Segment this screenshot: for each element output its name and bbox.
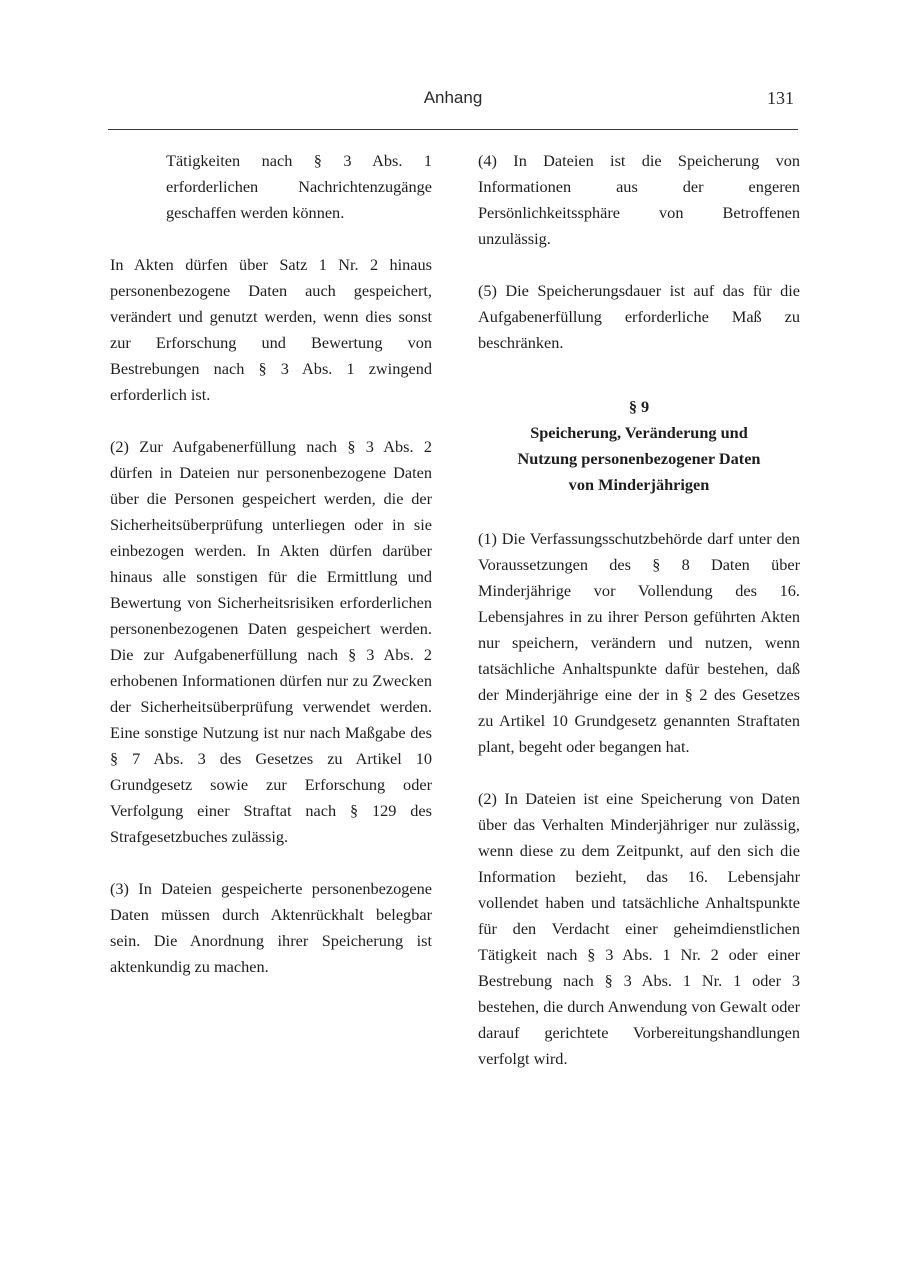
paragraph: (4) In Dateien ist die Speicherung von Informationen aus der engeren Persönlichkeitssphäre von Betroffenen unzulässig. <box>478 151 800 248</box>
section-title-line: Nutzung personenbezogener Daten <box>517 449 761 468</box>
section-number: § 9 <box>628 397 650 416</box>
paragraph: (3) In Dateien gespeicherte personenbezogene Daten müssen durch Aktenrückhalt belegbar sein. Die Anordnung ihrer Speicherung ist aktenkundig zu machen. <box>110 879 432 976</box>
section-heading <box>478 394 800 498</box>
paragraph: (2) Zur Aufgabenerfüllung nach § 3 Abs. 2 dürfen in Dateien nur personenbezogene Daten über die Personen gespeichert werden, die der Sicherheitsüberprüfung unterliegen oder in sie einbezogen werden. In Akten dürfen darüber hinaus alle sonstigen für die Ermittlung und Bewertung von Sicherheitsrisiken erforderlichen personenbezogenen Daten gespeichert werden. Die zur Aufgabenerfüllung nach § 3 Abs. 2 erhobenen Informationen dürfen nur zu Zwecken der Sicherheitsüberprüfung verwendet werden. Eine sonstige Nutzung ist nur nach Maßgabe des § 7 Abs. 3 des Gesetzes zu Artikel 10 Grundgesetz sowie zur Erforschung oder Verfolgung einer Straftat nach § 129 des Strafgesetzbuches zulässig. <box>110 437 432 846</box>
section-title-line: Speicherung, Veränderung und <box>530 423 748 442</box>
header-rule <box>108 129 798 130</box>
paragraph: (2) In Dateien ist eine Speicherung von Daten über das Verhalten Minderjähriger nur zulässig, wenn diese zu dem Zeitpunkt, auf den sich die Information bezieht, das 16. Lebensjahr vollendet haben und tatsächliche Anhaltspunkte für den Verdacht einer geheimdienstlichen Tätigkeit nach § 3 Abs. 1 Nr. 2 oder einer Bestrebung nach § 3 Abs. 1 Nr. 1 oder 3 bestehen, die durch Anwendung von Gewalt oder darauf gerichtete Vorbereitungshandlungen verfolgt wird. <box>478 789 800 1068</box>
left-column <box>110 148 432 1006</box>
page-header <box>108 88 798 118</box>
paragraph: (1) Die Verfassungsschutzbehörde darf unter den Voraussetzungen des § 8 Daten über Minderjährige vor Vollendung des 16. Lebensjahres in zu ihrer Person geführten Akten nur speichern, verändern und nutzen, wenn tatsächliche Anhaltspunkte dafür bestehen, daß der Minderjährige eine der in § 2 des Gesetzes zu Artikel 10 Grundgesetz genannten Straftaten plant, begeht oder begangen hat. <box>478 529 800 756</box>
paragraph: Tätigkeiten nach § 3 Abs. 1 erforderlichen Nachrichtenzugänge geschaffen werden können. <box>166 151 432 222</box>
running-head: Anhang <box>423 88 483 107</box>
right-column <box>478 148 800 1098</box>
page-number: 131 <box>767 88 794 108</box>
section-title-line: von Minderjährigen <box>568 475 710 494</box>
paragraph: In Akten dürfen über Satz 1 Nr. 2 hinaus personenbezogene Daten auch gespeichert, verändert und genutzt werden, wenn dies sonst zur Erforschung und Bewertung von Bestrebungen nach § 3 Abs. 1 zwingend erforderlich ist. <box>110 255 432 404</box>
paragraph: (5) Die Speicherungsdauer ist auf das für die Aufgabenerfüllung erforderliche Maß zu beschränken. <box>478 281 800 352</box>
